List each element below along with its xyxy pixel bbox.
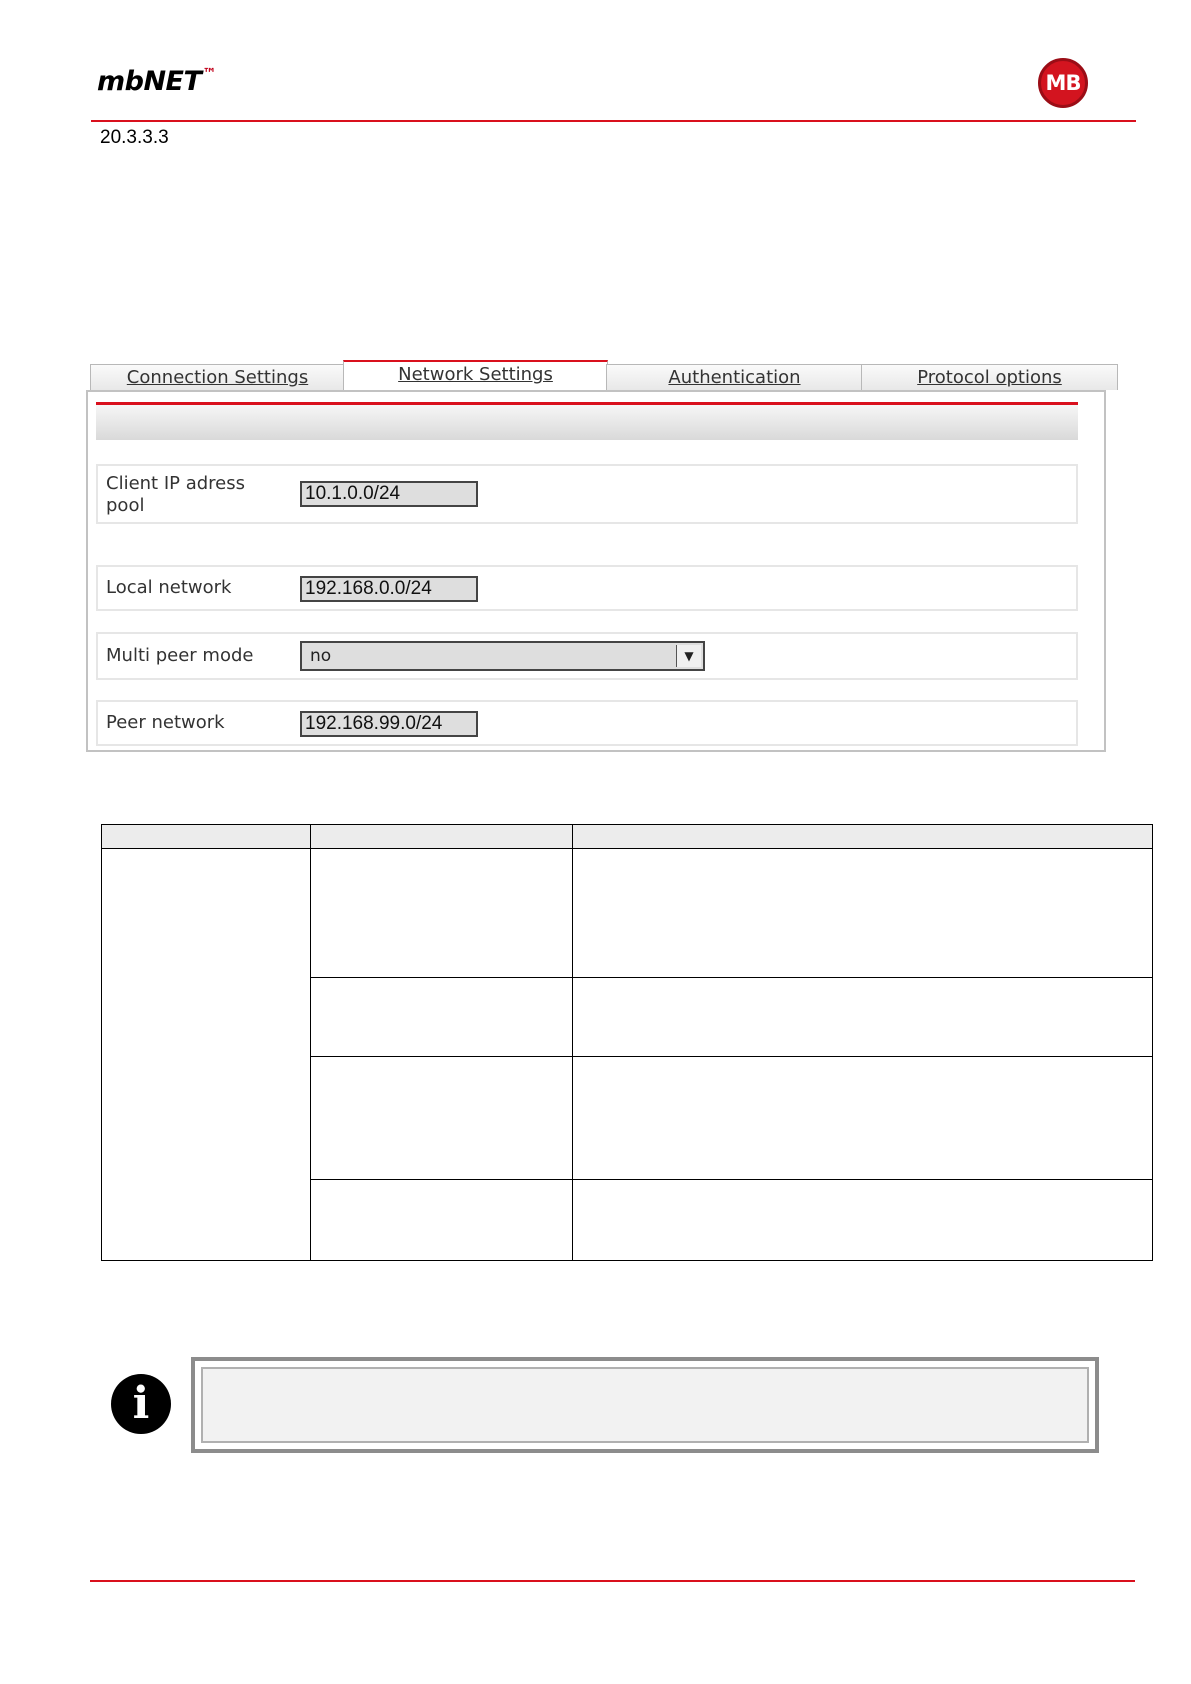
peer-network-label: Peer network — [106, 712, 225, 733]
table-border-top — [101, 824, 1153, 825]
header-divider — [91, 120, 1136, 122]
table-row-divider — [310, 1179, 1153, 1180]
table-header-row — [101, 824, 1153, 848]
info-note-box — [191, 1357, 1099, 1453]
tab-connection-settings[interactable]: Connection Settings — [90, 364, 345, 390]
local-network-label: Local network — [106, 577, 232, 598]
section-number: 20.3.3.3 — [100, 127, 169, 148]
settings-panel — [86, 390, 1106, 752]
table-border-left — [101, 824, 102, 1261]
table-col-divider — [310, 824, 311, 1261]
chevron-down-icon[interactable]: ▼ — [676, 645, 701, 667]
table-col-divider — [572, 824, 573, 1261]
table-border-right — [1152, 824, 1153, 1261]
parameter-table — [101, 824, 1153, 1261]
local-network-input[interactable]: 192.168.0.0/24 — [300, 576, 478, 602]
row-multi-peer-mode — [96, 632, 1078, 680]
info-icon: i — [111, 1374, 171, 1434]
info-note-content — [201, 1367, 1089, 1443]
table-row-divider — [310, 1056, 1153, 1057]
client-ip-pool-label: Client IP adress pool — [106, 473, 246, 516]
table-row-divider — [101, 848, 1153, 849]
client-ip-pool-input[interactable]: 10.1.0.0/24 — [300, 481, 478, 507]
mbnet-logo — [97, 66, 216, 97]
panel-header-bar — [96, 402, 1078, 440]
tab-authentication[interactable]: Authentication — [606, 364, 863, 390]
multi-peer-mode-label: Multi peer mode — [106, 645, 254, 666]
footer-divider — [90, 1580, 1135, 1582]
tab-network-settings[interactable]: Network Settings — [343, 360, 608, 392]
row-local-network — [96, 565, 1078, 611]
network-settings-screenshot — [86, 360, 1124, 760]
multi-peer-mode-value: no — [310, 646, 332, 666]
mb-badge-logo: MB — [1038, 58, 1088, 108]
row-peer-network — [96, 700, 1078, 746]
table-row-divider — [310, 977, 1153, 978]
tab-bar — [86, 360, 1124, 392]
tab-protocol-options[interactable]: Protocol options — [861, 364, 1118, 390]
row-client-ip-pool — [96, 464, 1078, 524]
logo-mark: ™ — [202, 66, 216, 82]
multi-peer-mode-select[interactable] — [300, 641, 705, 671]
peer-network-input[interactable]: 192.168.99.0/24 — [300, 711, 478, 737]
logo-text: mbNET — [97, 66, 202, 97]
table-border-bottom — [101, 1260, 1153, 1261]
